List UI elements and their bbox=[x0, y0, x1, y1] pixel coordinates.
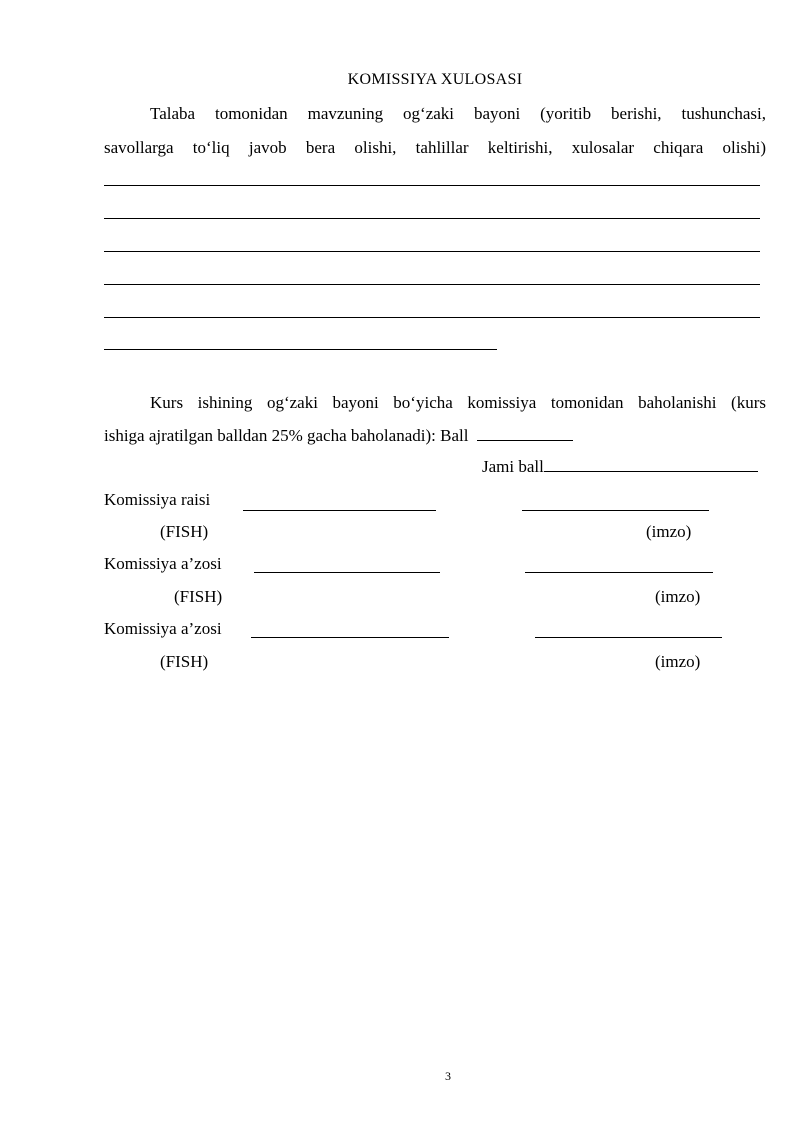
signature-role-3: Komissiya a’zosi bbox=[104, 619, 222, 638]
fish-caption-1: (FISH) bbox=[160, 522, 209, 541]
answer-line-6[interactable] bbox=[104, 349, 497, 350]
answer-line-4[interactable] bbox=[104, 284, 760, 285]
fish-caption-3: (FISH) bbox=[160, 652, 209, 671]
answer-line-2[interactable] bbox=[104, 218, 760, 219]
imzo-caption-2: (imzo) bbox=[655, 587, 701, 606]
answer-line-5[interactable] bbox=[104, 317, 760, 318]
assessment-line-2 bbox=[104, 426, 573, 446]
ball-input[interactable] bbox=[477, 426, 573, 441]
total-score bbox=[482, 457, 758, 477]
signature-name-line-3[interactable] bbox=[251, 637, 449, 638]
total-score-label: Jami ball bbox=[482, 457, 544, 476]
page-title: KOMISSIYA XULOSASI bbox=[347, 71, 523, 88]
answer-line-3[interactable] bbox=[104, 251, 760, 252]
signature-role-1: Komissiya raisi bbox=[104, 490, 211, 509]
imzo-caption-1: (imzo) bbox=[646, 522, 692, 541]
imzo-caption-3: (imzo) bbox=[655, 652, 701, 671]
fish-caption-2: (FISH) bbox=[174, 587, 223, 606]
answer-line-1[interactable] bbox=[104, 185, 760, 186]
signature-sign-line-2[interactable] bbox=[525, 572, 713, 573]
intro-line-1: Talaba tomonidan mavzuning og‘zaki bayoni (yoritib berishi, tushunchasi, bbox=[150, 104, 766, 123]
signature-sign-line-3[interactable] bbox=[535, 637, 722, 638]
total-score-input[interactable] bbox=[544, 457, 758, 472]
intro-line-2: savollarga to‘liq javob bera olishi, tahlillar keltirishi, xulosalar chiqara olishi) bbox=[104, 138, 766, 157]
signature-name-line-2[interactable] bbox=[254, 572, 440, 573]
signature-role-2: Komissiya a’zosi bbox=[104, 554, 222, 573]
signature-sign-line-1[interactable] bbox=[522, 510, 709, 511]
assessment-line-1: Kurs ishining og‘zaki bayoni bo‘yicha komissiya tomonidan baholanishi (kurs bbox=[150, 393, 766, 412]
signature-name-line-1[interactable] bbox=[243, 510, 436, 511]
page-number: 3 bbox=[445, 1069, 451, 1083]
assessment-line-2-text: ishiga ajratilgan balldan 25% gacha baholanadi): Ball bbox=[104, 426, 469, 445]
